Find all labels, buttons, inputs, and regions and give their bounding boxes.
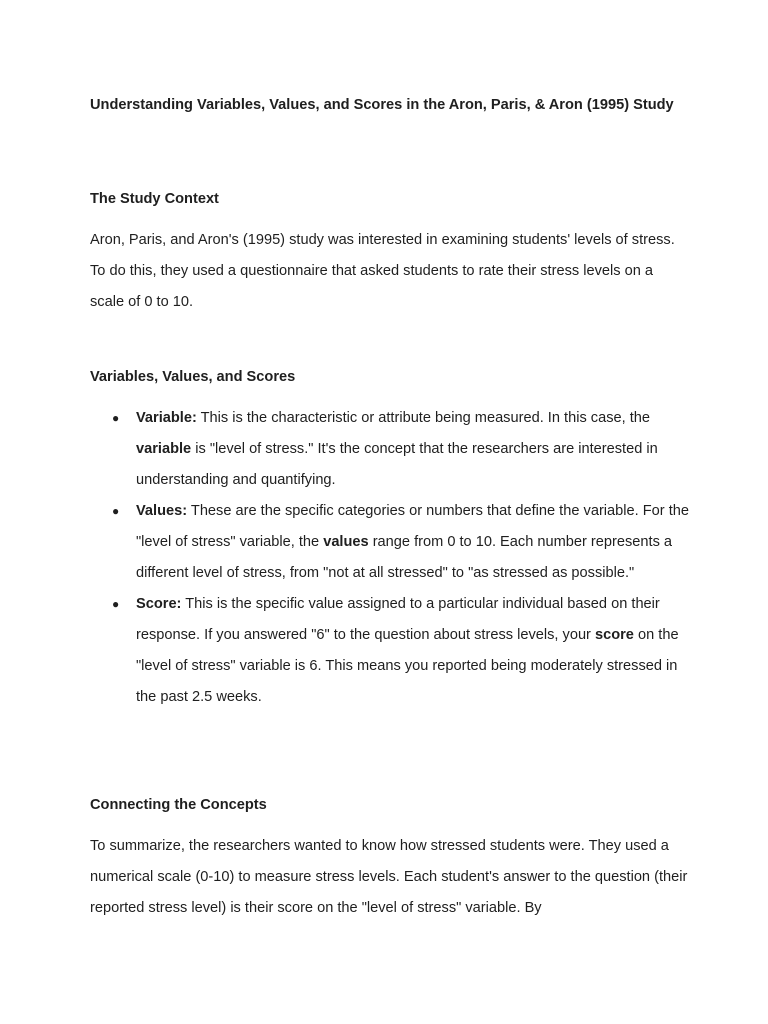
section-heading-variables-values-scores: Variables, Values, and Scores: [90, 369, 296, 385]
list-item-values: [90, 496, 690, 589]
definition-text: on the "level of stress" variable is 6. This means you reported being moderately stressed in the past 2.5 weeks.: [136, 627, 679, 705]
connecting-concepts-paragraph: To summarize, the researchers wanted to know how stressed students were. They used a numerical scale (0-10) to measure stress levels. Each student's answer to the question (their reported stress level) is their score on the "level of stress" variable. By: [90, 838, 688, 916]
term-variable: Variable:: [136, 410, 197, 426]
term-values: Values:: [136, 503, 188, 519]
definition-text: These are the specific categories or numbers that define the variable. For the "level of stress" variable, the: [136, 503, 689, 550]
emphasis-score: score: [594, 627, 634, 643]
section-heading-connecting-concepts: Connecting the Concepts: [90, 797, 267, 813]
bullet-icon: ●: [112, 411, 120, 425]
definition-text: This is the characteristic or attribute being measured. In this case, the: [196, 410, 651, 426]
document-title: Understanding Variables, Values, and Scores in the Aron, Paris, & Aron (1995) Study: [90, 97, 674, 113]
emphasis-values: values: [323, 534, 369, 550]
bullet-icon: ●: [112, 597, 120, 611]
list-item-score: [90, 589, 690, 713]
term-score: Score:: [136, 596, 182, 612]
bullet-icon: ●: [112, 504, 120, 518]
definitions-list: [90, 403, 690, 713]
definition-text: This is the specific value assigned to a particular individual based on their response. If you answered "6" to the question about stress levels, your: [136, 596, 660, 643]
definition-text: range from 0 to 10. Each number represents a different level of stress, from "not at all stressed" to "as stressed as possible.": [136, 534, 673, 581]
definition-text: is "level of stress." It's the concept that the researchers are interested in understanding and quantifying.: [136, 441, 658, 488]
list-item-variable: [90, 403, 690, 496]
section-heading-study-context: The Study Context: [90, 191, 219, 207]
emphasis-variable: variable: [136, 441, 192, 457]
study-context-paragraph: Aron, Paris, and Aron's (1995) study was interested in examining students' levels of stress. To do this, they used a questionnaire that asked students to rate their stress levels on a scale of 0 to 10.: [90, 232, 675, 310]
